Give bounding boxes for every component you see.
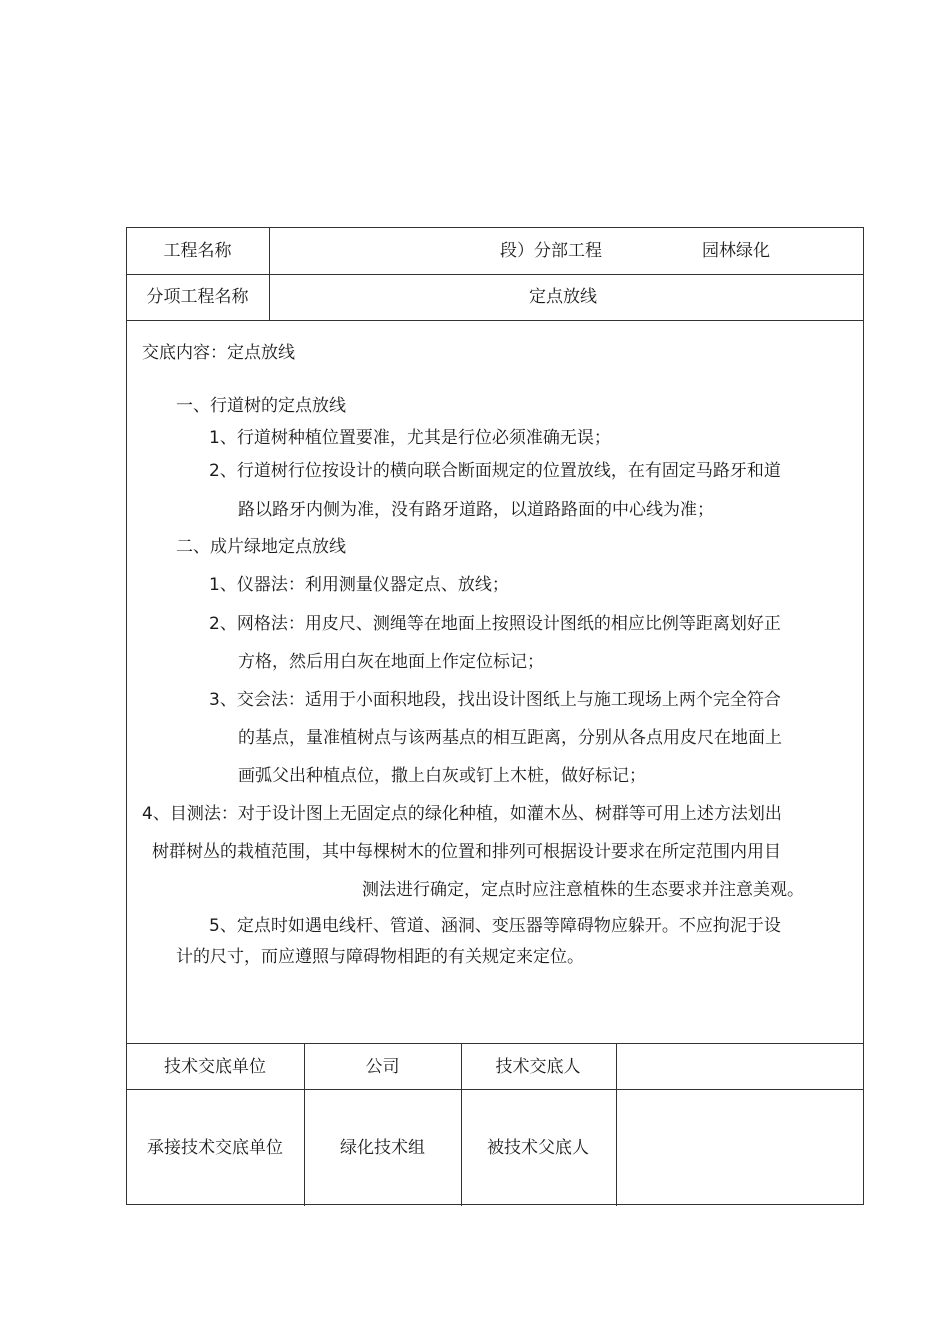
section-2-item-3-line-2: 的基点，量准植树点与该两基点的相互距离，分别从各点用皮尺在地面上	[238, 728, 782, 748]
section-2-item-2-line-1: 2、网格法：用皮尺、测绳等在地面上按照设计图纸的相应比例等距离划好正	[209, 614, 781, 634]
tech-unit-value: 公司	[365, 1057, 400, 1077]
section-2-item-4-line-2: 树群树丛的栽植范围，其中每棵树木的位置和排列可根据设计要求在所定范围内用目	[152, 842, 781, 862]
section-2-item-3-line-1: 3、交会法：适用于小面积地段，找出设计图纸上与施工现场上两个完全符合	[209, 690, 781, 710]
row-divider	[127, 320, 863, 321]
section-2-item-4-line-1: 4、目测法：对于设计图上无固定点的绿化种植，如灌木丛、树群等可用上述方法划出	[142, 804, 782, 824]
section-2-item-4-line-3: 测法进行确定，定点时应注意植株的生态要求并注意美观。	[362, 880, 804, 900]
sub-item-value: 定点放线	[529, 287, 597, 307]
sub-item-label: 分项工程名称	[146, 287, 249, 307]
row-divider	[127, 274, 863, 275]
tech-person-label: 技术交底人	[495, 1057, 581, 1077]
column-divider	[269, 228, 270, 320]
section-1-item-2-line-1: 2、行道树行位按设计的横向联合断面规定的位置放线，在有固定马路牙和道	[209, 461, 781, 481]
column-divider	[616, 1043, 617, 1206]
row-divider	[127, 1089, 863, 1090]
section-1-item-1: 1、行道树种植位置要准，尤其是行位必须准确无误；	[209, 428, 611, 448]
project-name-value-b: 园林绿化	[702, 241, 770, 261]
receiving-person-label: 被技术父底人	[487, 1138, 589, 1158]
section-2-item-2-line-2: 方格，然后用白灰在地面上作定位标记；	[238, 652, 544, 672]
section-2-item-5-line-1: 5、定点时如遇电线杆、管道、涵洞、变压器等障碍物应躲开。不应拘泥于设	[209, 916, 781, 936]
section-2-title: 二、成片绿地定点放线	[176, 537, 346, 557]
section-2-item-5-line-2: 计的尺寸，而应遵照与障碍物相距的有关规定来定位。	[176, 947, 584, 967]
project-name-value-a: 段）分部工程	[500, 241, 602, 261]
section-1-item-2-line-2: 路以路牙内侧为准，没有路牙道路，以道路路面的中心线为准；	[238, 500, 714, 520]
receiving-unit-label: 承接技术交底单位	[147, 1138, 283, 1158]
content-title: 交底内容：定点放线	[142, 343, 295, 363]
project-name-label: 工程名称	[163, 241, 232, 261]
section-2-item-3-line-3: 画弧父出种植点位，撒上白灰或钉上木桩，做好标记；	[238, 766, 646, 786]
receiving-unit-value: 绿化技术组	[340, 1138, 425, 1158]
section-1-title: 一、行道树的定点放线	[176, 396, 346, 416]
tech-unit-label: 技术交底单位	[164, 1057, 266, 1077]
section-2-item-1: 1、仪器法：利用测量仪器定点、放线；	[209, 575, 509, 595]
row-divider	[127, 1043, 863, 1044]
